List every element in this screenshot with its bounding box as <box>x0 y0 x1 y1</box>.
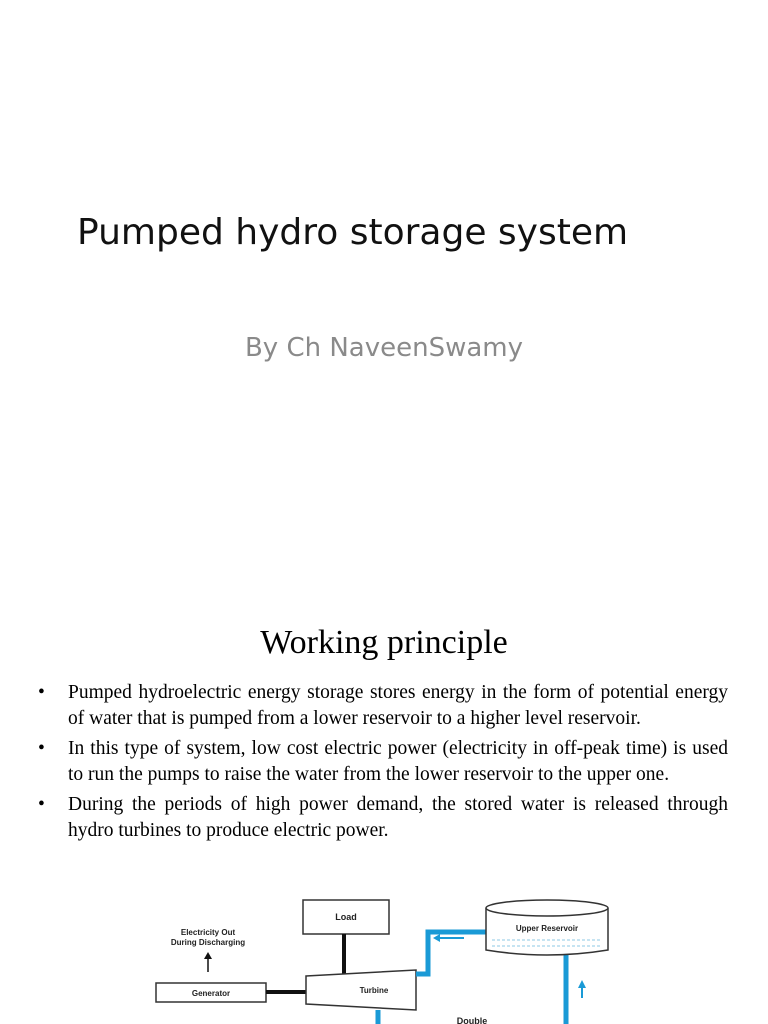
generator-label: Generator <box>191 989 231 998</box>
bullet-item <box>38 792 728 843</box>
working-principle-slide <box>0 596 768 1024</box>
arrow-head-icon <box>204 952 212 959</box>
bullet-text: In this type of system, low cost electric power (electricity in off-peak time) is used to run the pumps to raise the water from the lower reservoir to the upper one. <box>68 738 728 785</box>
bullet-icon: • <box>38 682 45 703</box>
bullet-text: During the periods of high power demand, the stored water is released through hydro turbines to produce electric power. <box>68 794 728 841</box>
slide-title: Working principle <box>260 624 508 661</box>
load-label: Load <box>335 912 357 922</box>
reservoir-top <box>486 900 608 916</box>
bullet-list <box>38 680 728 848</box>
bullet-item <box>38 736 728 787</box>
turbine-label: Turbine <box>359 986 389 995</box>
bullet-text: Pumped hydroelectric energy storage stores energy in the form of potential energy of water that is pumped from a lower reservoir to a higher level reservoir. <box>68 682 728 729</box>
bullet-icon: • <box>38 794 45 815</box>
flow-arrow-head-icon <box>433 934 440 942</box>
bullet-item <box>38 680 728 731</box>
slide-title: Pumped hydro storage system <box>77 212 629 253</box>
double-label: Double <box>456 1016 488 1024</box>
upper-reservoir-label: Upper Reservoir <box>515 924 579 933</box>
pumped-hydro-diagram <box>150 894 620 1024</box>
slide-subtitle: By Ch NaveenSwamy <box>244 333 524 363</box>
pump-arrow-head-icon <box>578 980 586 988</box>
bullet-icon: • <box>38 738 45 759</box>
electricity-out-label: Electricity Out <box>180 928 236 937</box>
discharging-label: During Discharging <box>170 938 246 947</box>
